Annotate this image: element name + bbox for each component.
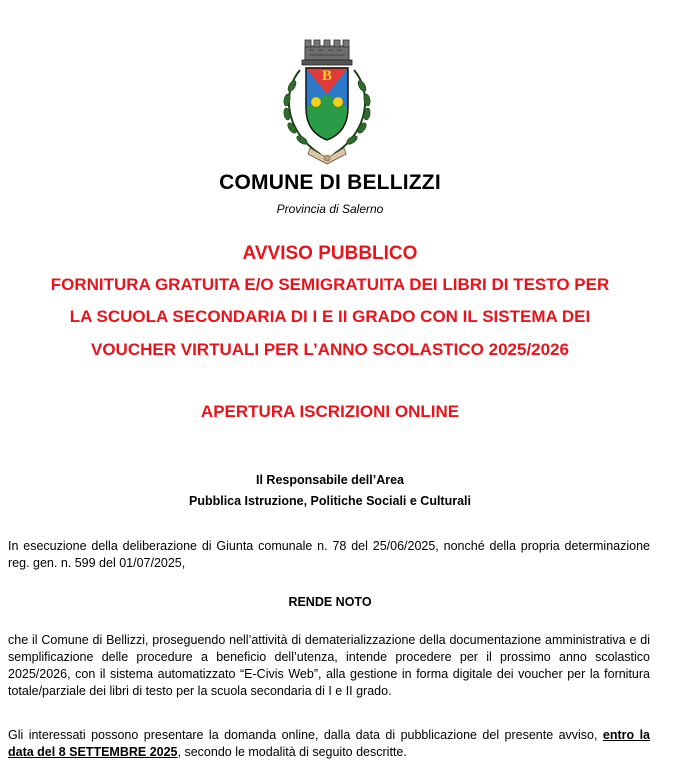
comune-name: COMUNE DI BELLIZZI	[219, 171, 441, 194]
crest-letter: B	[321, 68, 332, 84]
interessati-text-start: Gli interessati possono presentare la domanda online, dalla data di pubblicazione del presente avviso,	[8, 728, 603, 742]
announcement-paragraph: che il Comune di Bellizzi, proseguendo nell’attività di dematerializzazione della documentazione amministrativa e di semplificazione delle procedure a beneficio dell’utenza, intende procedere per il prossimo anno scolastico 2025/2026, con il sistema automatizzato “E-Civis Web”, alla gestione in forma digitale dei voucher per la fornitura totale/parziale dei libri di testo per la scuola secondaria di I e II grado.	[8, 633, 650, 698]
interessati-text-end: , secondo le modalità di seguito descritte.	[177, 745, 407, 759]
apertura-heading: APERTURA ISCRIZIONI ONLINE	[200, 402, 460, 421]
responsabile-line-1: Il Responsabile dell’Area	[256, 473, 404, 487]
deadline-text: entro la data del 8 SETTEMBRE 2025	[8, 728, 650, 759]
subject-line-3: VOUCHER VIRTUALI PER L’ANNO SCOLASTICO 2025/2026	[91, 340, 569, 359]
subject-line-1: FORNITURA GRATUITA E/O SEMIGRATUITA DEI LIBRI DI TESTO PER	[50, 275, 610, 294]
rende-noto-heading: RENDE NOTO	[288, 595, 372, 609]
responsabile-line-2: Pubblica Istruzione, Politiche Sociali e Culturali	[188, 494, 471, 508]
avviso-title: AVVISO PUBBLICO	[242, 243, 418, 264]
subject-line-2: LA SCUOLA SECONDARIA DI I E II GRADO CON IL SISTEMA DEI	[69, 307, 591, 326]
premessa-paragraph: In esecuzione della deliberazione di Giunta comunale n. 78 del 25/06/2025, nonché della propria determinazione reg. gen. n. 599 del 01/07/2025,	[8, 539, 650, 570]
provincia-name: Provincia di Salerno	[276, 202, 384, 216]
interessati-paragraph	[8, 727, 650, 761]
